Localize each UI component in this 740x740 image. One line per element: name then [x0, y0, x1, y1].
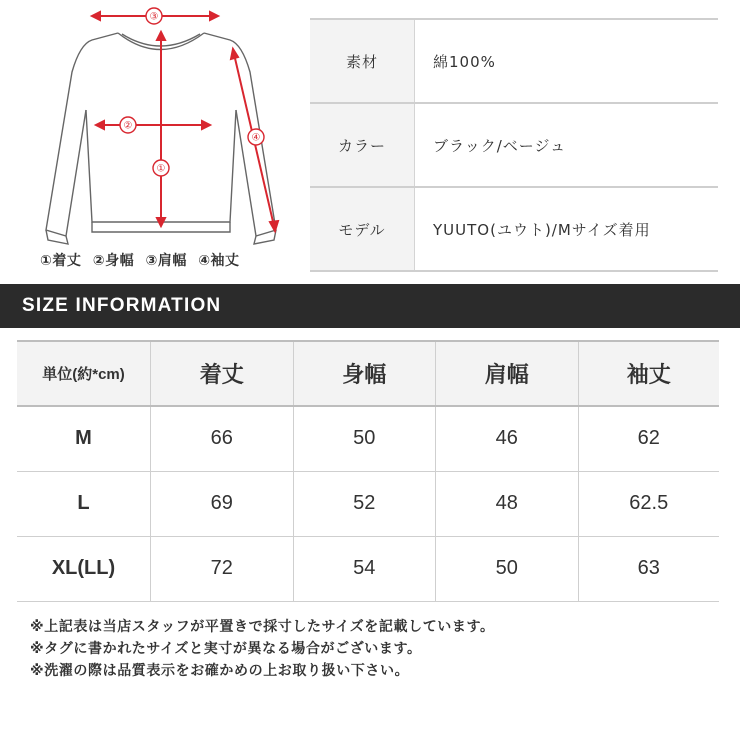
size-name: M	[17, 406, 151, 471]
note-line: ※上記表は当店スタッフが平置きで採寸したサイズを記載しています。	[30, 619, 495, 635]
spec-row-model	[310, 186, 718, 272]
banner-title: SIZE INFORMATION	[22, 295, 222, 316]
legend-sleeve: ④袖丈	[198, 253, 240, 269]
spec-value: ブラック/ベージュ	[433, 136, 567, 155]
header-body-width: 身幅	[293, 341, 436, 406]
table-cell: 48	[436, 471, 579, 536]
marker-4-label: ④	[251, 132, 261, 144]
size-name: L	[17, 471, 151, 536]
table-row	[17, 536, 719, 601]
table-cell: 50	[436, 536, 579, 601]
table-cell: 63	[578, 536, 719, 601]
spec-value: YUUTO(ユウト)/Mサイズ着用	[433, 220, 651, 239]
legend-body-width: ②身幅	[92, 253, 135, 269]
note-line: ※タグに書かれたサイズと実寸が異なる場合がございます。	[30, 641, 422, 657]
note-line: ※洗濯の際は品質表示をお確かめの上お取り扱い下さい。	[30, 663, 410, 679]
header-length: 着丈	[151, 341, 294, 406]
marker-2-label: ②	[123, 120, 133, 132]
size-table-header-row	[17, 341, 719, 406]
spec-value: 綿100%	[433, 52, 496, 71]
measurement-diagram	[0, 0, 290, 280]
table-cell: 52	[293, 471, 436, 536]
sweater-illustration	[0, 0, 290, 250]
spec-label: カラー	[310, 104, 415, 186]
notes	[30, 616, 720, 682]
legend-length: ①着丈	[40, 253, 82, 269]
size-table	[17, 340, 719, 602]
unit-label: 単位(約*cm)	[17, 341, 151, 406]
measurement-legend	[40, 250, 290, 270]
table-cell: 46	[436, 406, 579, 471]
table-cell: 50	[293, 406, 436, 471]
marker-3-label: ③	[149, 11, 159, 23]
spec-table	[310, 18, 718, 272]
spec-row-color	[310, 102, 718, 186]
table-row	[17, 406, 719, 471]
header-sleeve: 袖丈	[578, 341, 719, 406]
table-row	[17, 471, 719, 536]
table-cell: 72	[151, 536, 294, 601]
spec-label: 素材	[310, 20, 415, 102]
spec-row-material	[310, 18, 718, 102]
spec-label: モデル	[310, 188, 415, 270]
table-cell: 69	[151, 471, 294, 536]
size-information-banner	[0, 284, 740, 328]
table-cell: 66	[151, 406, 294, 471]
marker-1-label: ①	[156, 163, 166, 175]
header-shoulder: 肩幅	[436, 341, 579, 406]
table-cell: 62.5	[578, 471, 719, 536]
legend-shoulder: ③肩幅	[145, 253, 187, 269]
table-cell: 54	[293, 536, 436, 601]
size-name: XL(LL)	[17, 536, 151, 601]
table-cell: 62	[578, 406, 719, 471]
